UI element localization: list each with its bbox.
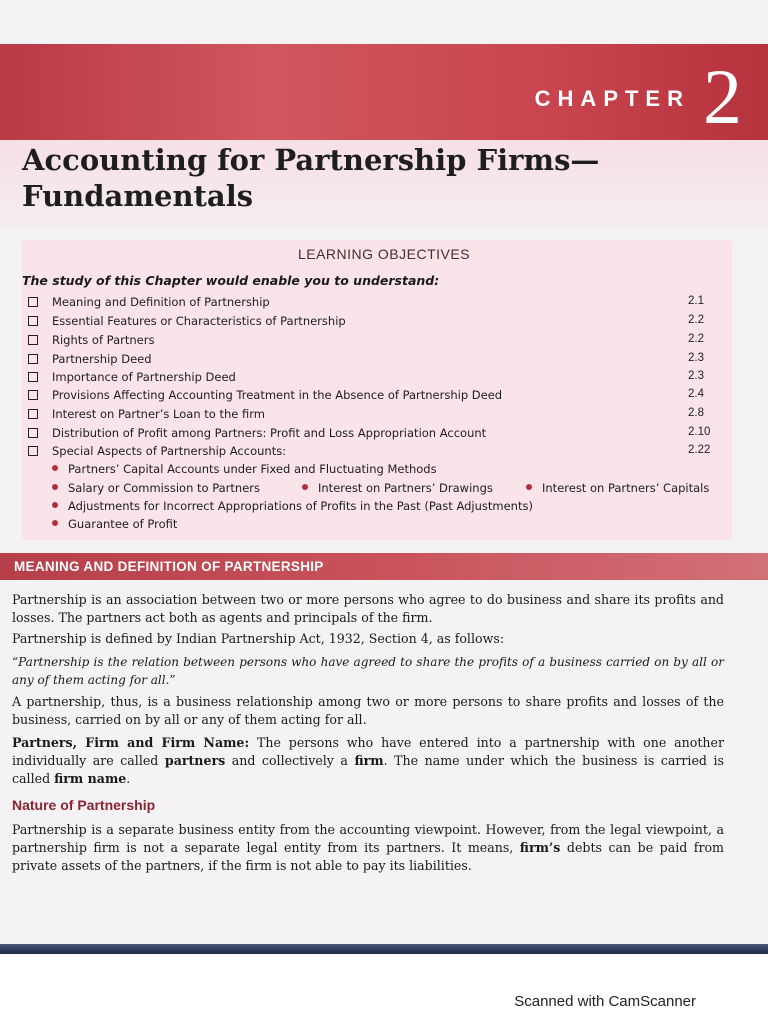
text-run: and collectively a (225, 753, 355, 768)
learning-objectives-heading: LEARNING OBJECTIVES (297, 246, 471, 262)
objective-item (28, 351, 728, 369)
objective-item (28, 406, 728, 424)
objective-label: Distribution of Profit among Partners: Profit and Loss Appropriation Account (52, 426, 487, 440)
chapter-label: CHAPTER (534, 86, 690, 111)
checkbox-icon (28, 446, 38, 456)
objective-page: 2.2 (688, 314, 704, 326)
checkbox-icon (28, 335, 38, 345)
objective-label: Essential Features or Characteristics of Partnership (52, 314, 346, 328)
objective-page: 2.3 (688, 370, 704, 382)
paragraph-act: Partnership is defined by Indian Partnership Act, 1932, Section 4, as follows: (12, 631, 505, 646)
paragraph-relationship: A partnership, thus, is a business relationship among two or more persons to share profits and losses of the business, carried on by all or any of them acting for all. (12, 694, 724, 727)
text-run: . The name under which the business is carried is called (12, 753, 724, 786)
checkbox-icon (28, 372, 38, 382)
objective-label: Special Aspects of Partnership Accounts: (52, 444, 287, 458)
term-partners: partners (164, 753, 226, 768)
checkbox-icon (28, 390, 38, 400)
sub-objective-label: Adjustments for Incorrect Appropriations of Profits in the Past (Past Adjustments) (68, 499, 533, 513)
page-bottom-edge (0, 944, 768, 954)
bullet-icon (52, 502, 58, 508)
objective-label: Rights of Partners (52, 333, 155, 347)
objective-label: Interest on Partner’s Loan to the firm (52, 407, 265, 421)
sub-objective-label: Interest on Partners’ Drawings (318, 481, 493, 495)
scanner-watermark: Scanned with CamScanner (514, 993, 696, 1010)
section-title: MEANING AND DEFINITION OF PARTNERSHIP (14, 559, 324, 574)
checkbox-icon (28, 297, 38, 307)
bullet-icon (52, 465, 58, 471)
objective-item (28, 332, 728, 350)
objective-label: Meaning and Definition of Partnership (52, 295, 270, 309)
sub-objective-label: Salary or Commission to Partners (68, 481, 261, 495)
sub-objective-item (52, 499, 533, 517)
objective-page: 2.22 (688, 444, 711, 456)
chapter-number: 2 (703, 53, 742, 140)
chapter-title: Accounting for Partnership Firms— Fundamentals (22, 143, 600, 213)
sub-objective-item (52, 517, 177, 535)
objective-page: 2.8 (688, 407, 704, 419)
bullet-icon (302, 484, 308, 490)
text-run: debts can be paid from private assets of the partners, if the firm is not able to pay its liabilities. (12, 840, 724, 873)
objective-label: Partnership Deed (52, 352, 152, 366)
sub-objective-label: Interest on Partners’ Capitals (542, 481, 710, 495)
paragraph-definition: Partnership is an association between two or more persons who agree to do business and share its profits and losses. The partners act both as agents and principals of the firm. (12, 592, 724, 625)
nature-subheading: Nature of Partnership (12, 797, 156, 813)
text-run: The persons who have entered into a partnership with one another individually are called (12, 735, 724, 768)
objective-page: 2.3 (688, 352, 704, 364)
objective-item (28, 313, 728, 331)
objective-page: 2.2 (688, 333, 704, 345)
bullet-icon (52, 484, 58, 490)
term-firm-name: firm name (54, 771, 127, 786)
text-run: . (126, 771, 131, 786)
term-firm: firm (354, 753, 384, 768)
sub-objective-item (52, 481, 260, 499)
checkbox-icon (28, 316, 38, 326)
objective-item (28, 387, 728, 405)
paragraph-partners-firm (12, 734, 724, 788)
objective-page: 2.10 (688, 426, 711, 438)
objective-item (28, 369, 728, 387)
objective-item (28, 294, 728, 312)
sub-objective-item (526, 481, 709, 499)
checkbox-icon (28, 409, 38, 419)
checkbox-icon (28, 354, 38, 364)
sub-objective-label: Partners’ Capital Accounts under Fixed and Fluctuating Methods (68, 462, 437, 476)
objective-page: 2.4 (688, 388, 704, 400)
objective-page: 2.1 (688, 295, 704, 307)
sub-objective-item (52, 462, 437, 480)
sub-objective-label: Guarantee of Profit (68, 517, 178, 531)
text-run: Partnership is a separate business entity from the accounting viewpoint. However, from the legal viewpoint, a partnership firm is not a separate legal entity from its partners. It means, (12, 822, 724, 855)
objective-label: Importance of Partnership Deed (52, 370, 236, 384)
learning-objectives-intro: The study of this Chapter would enable you to understand: (22, 273, 440, 288)
paragraph-quote: “Partnership is the relation between persons who have agreed to share the profits of a business carried on by all or any of them acting for all.” (12, 655, 724, 687)
term-partners-firm: Partners, Firm and Firm Name: (12, 735, 250, 750)
objective-label: Provisions Affecting Accounting Treatment in the Absence of Partnership Deed (52, 388, 503, 402)
paragraph-nature (12, 821, 724, 875)
checkbox-icon (28, 428, 38, 438)
term-firms: firm’s (519, 840, 561, 855)
sub-objective-item (302, 481, 493, 499)
objective-item (28, 443, 728, 461)
objective-item (28, 425, 728, 443)
bullet-icon (526, 484, 532, 490)
bullet-icon (52, 520, 58, 526)
